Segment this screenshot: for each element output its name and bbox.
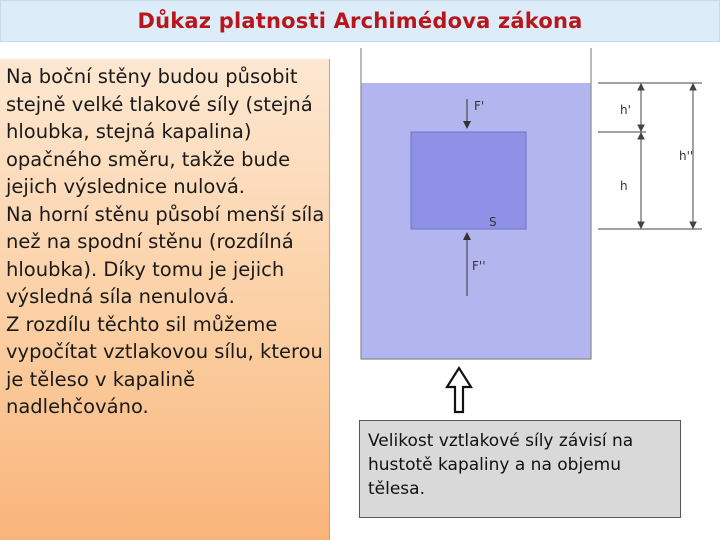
label-force-top: F' [474,99,485,113]
label-depth-top: h' [620,103,631,117]
title-bar [0,0,720,42]
explanation-paragraph-top-bottom: Na horní stěnu působí menší síla než na spodní stěnu (rozdílná hloubka). Díky tomu je jejich výsledná síla nenulová. [6,202,325,308]
explanation-paragraph-conclusion: Z rozdílu těchto sil můžeme vypočítat vztlakovou sílu, kterou je těleso v kapalině nadlehčováno. [6,312,323,418]
archimedes-diagram [350,44,720,414]
info-box-text: Velikost vztlakové síly závisí na hustotě kapaliny a na objemu tělesa. [368,431,634,499]
submerged-body [411,132,526,229]
explanation-paragraph-side-walls: Na boční stěny budou působit stejně velké tlakové síly (stejná hloubka, stejná kapalina) opačného směru, takže bude jejich výslednice nulová. [6,65,313,198]
hollow-up-arrow-icon [447,368,471,412]
label-force-bottom: F'' [472,259,486,273]
label-height: h [620,179,628,193]
info-box [359,420,681,518]
page-title: Důkaz platnosti Archimédova zákona [137,9,583,33]
label-area: S [489,215,497,229]
label-depth-bottom: h'' [679,149,694,163]
explanation-text [6,63,330,421]
